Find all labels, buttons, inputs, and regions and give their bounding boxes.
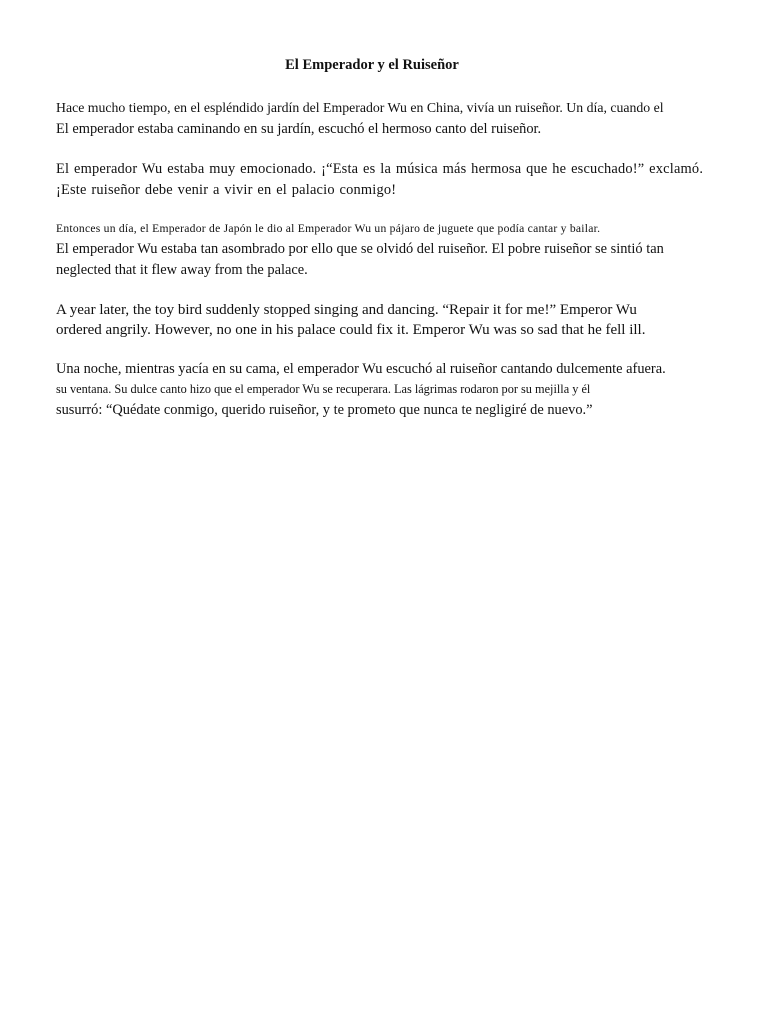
paragraph-5-line-3: susurró: “Quédate conmigo, querido ruiseñor, y te prometo que nunca te negligiré de nuevo.” [56, 402, 593, 418]
paragraph-4-line-1: A year later, the toy bird suddenly stopped singing and dancing. “Repair it for me!” Emperor Wu [56, 302, 637, 318]
paragraph-1-line-1: Hace mucho tiempo, en el espléndido jardín del Emperador Wu en China, vivía un ruiseñor. Un día, cuando el [56, 100, 664, 115]
paragraph-3-line-1: Entonces un día, el Emperador de Japón le dio al Emperador Wu un pájaro de juguete que podía cantar y bailar. [56, 222, 601, 235]
paragraph-3-line-2: El emperador Wu estaba tan asombrado por ello que se olvidó del ruiseñor. El pobre ruiseñor se sintió tan [56, 241, 664, 257]
paragraph-5-line-1: Una noche, mientras yacía en su cama, el emperador Wu escuchó al ruiseñor cantando dulcemente afuera. [56, 361, 666, 377]
document-title: El Emperador y el Ruiseñor [285, 57, 459, 73]
paragraph-1-line-2: El emperador estaba caminando en su jardín, escuchó el hermoso canto del ruiseñor. [56, 121, 542, 137]
paragraph-2-line-1: El emperador Wu estaba muy emocionado. ¡“Esta es la música más hermosa que he escuchado!” exclamó. [56, 161, 704, 177]
paragraph-3-line-3: neglected that it flew away from the palace. [56, 262, 308, 278]
paragraph-2-line-2: ¡Este ruiseñor debe venir a vivir en el palacio conmigo! [56, 182, 397, 198]
paragraph-5-line-2: su ventana. Su dulce canto hizo que el emperador Wu se recuperara. Las lágrimas rodaron por su mejilla y él [56, 382, 591, 396]
paragraph-4-line-2: ordered angrily. However, no one in his palace could fix it. Emperor Wu was so sad that he fell ill. [56, 322, 646, 338]
